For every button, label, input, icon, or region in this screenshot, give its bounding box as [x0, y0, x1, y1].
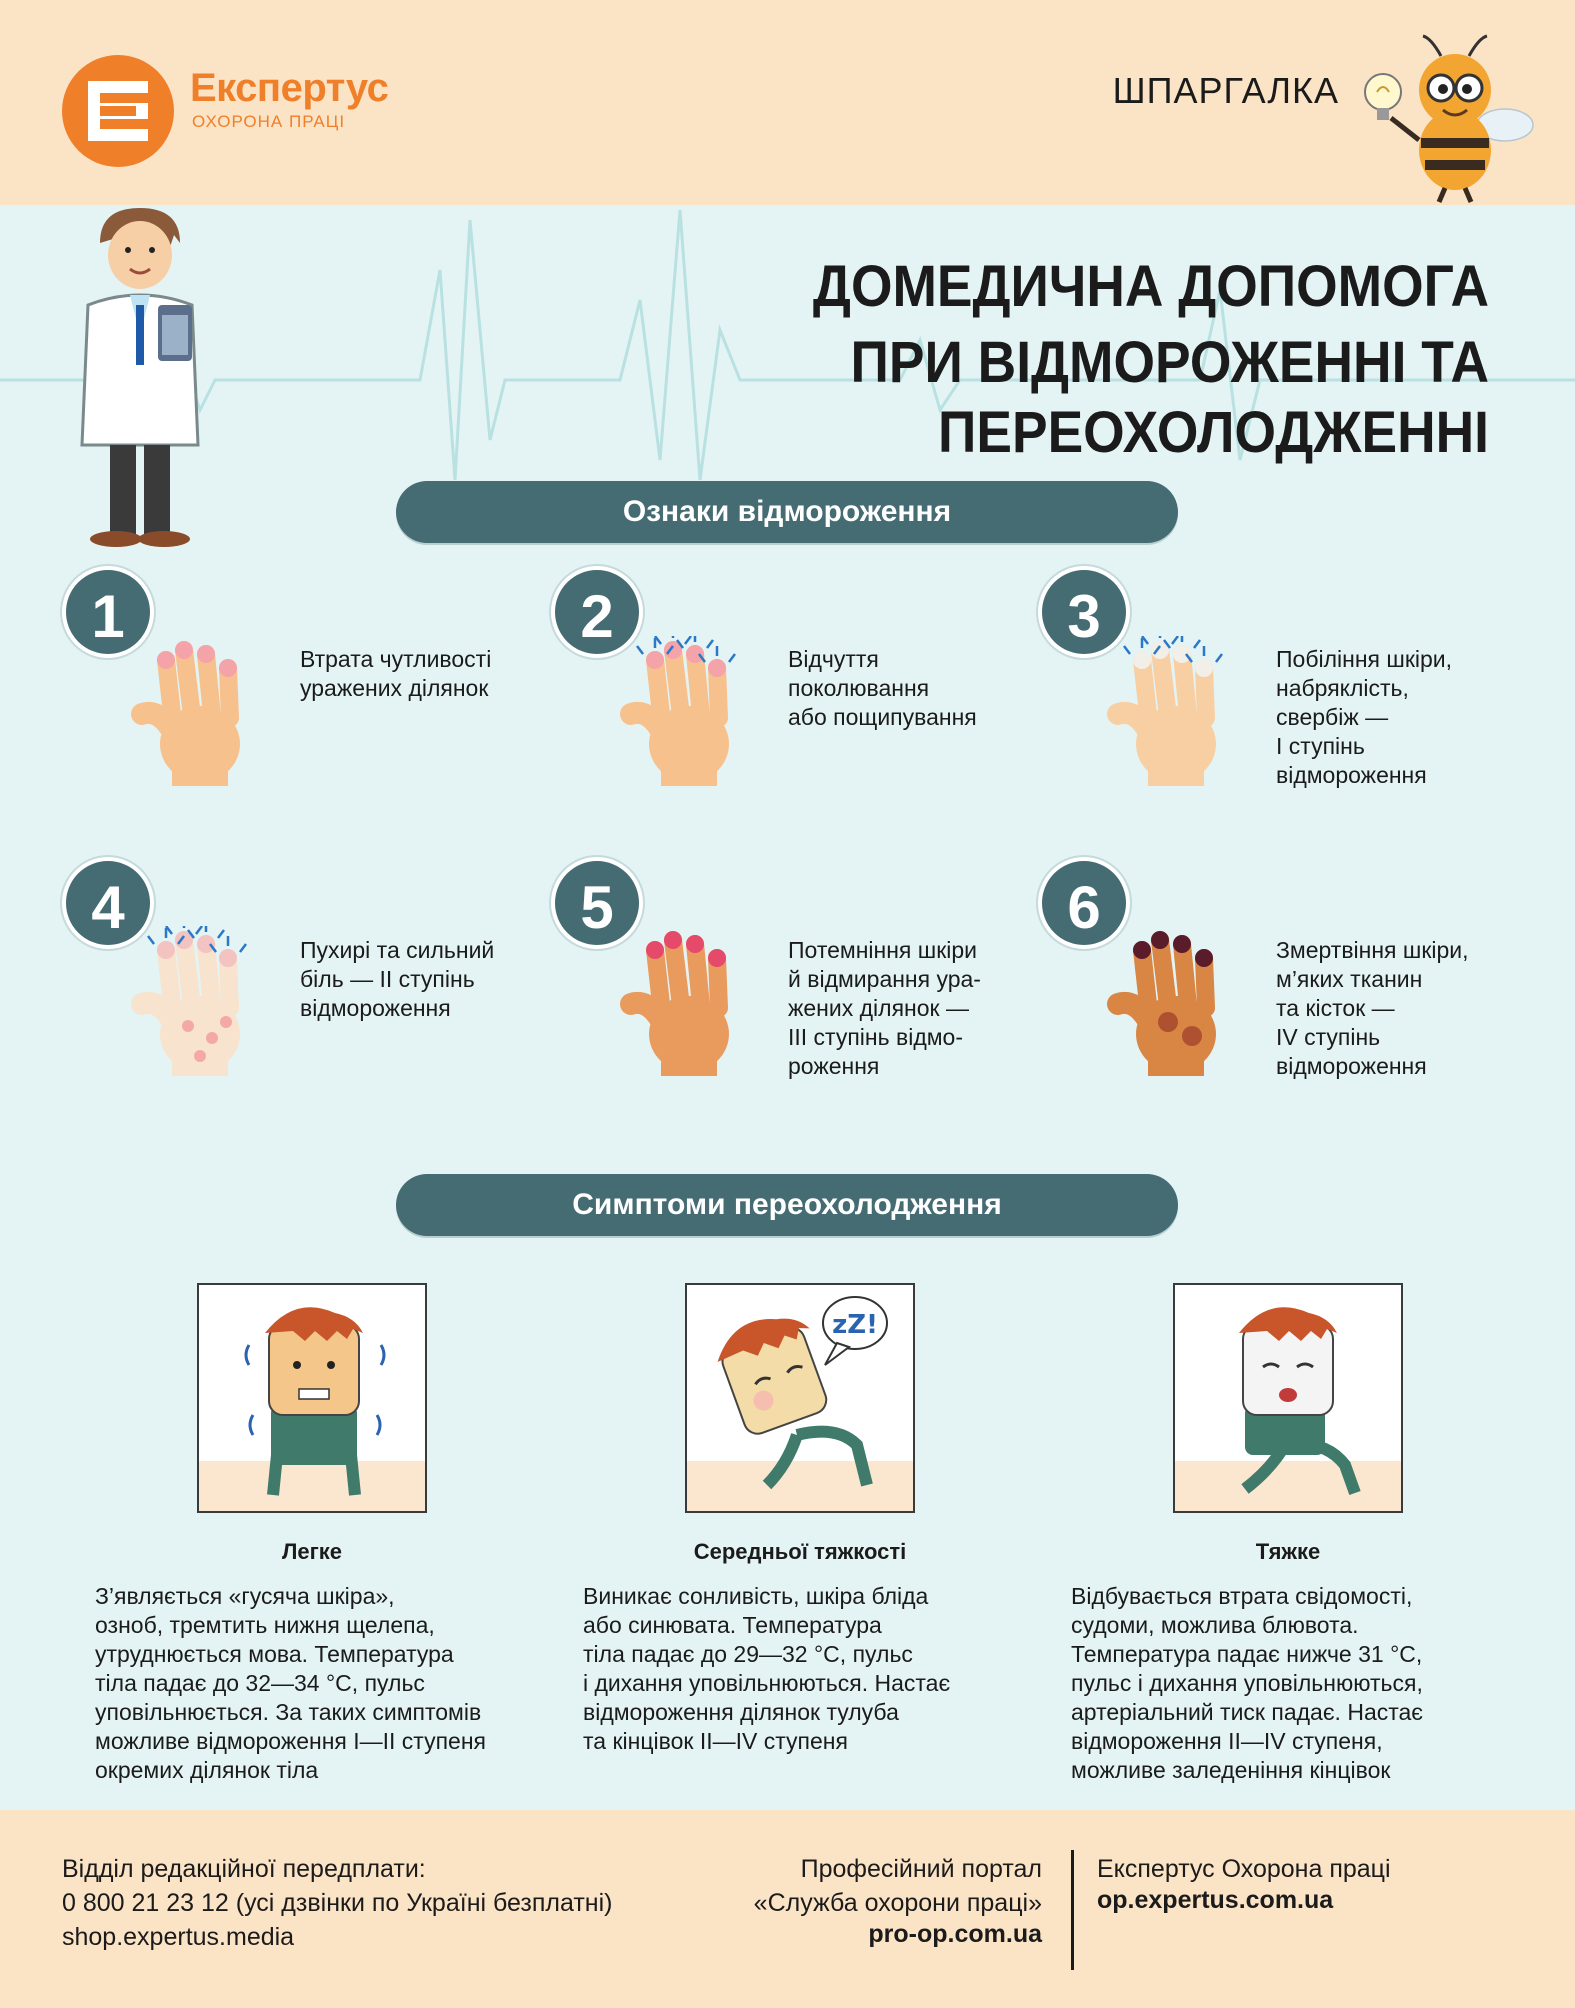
brand-name[interactable]: Експертус [190, 66, 389, 110]
bee-mascot-icon [1355, 30, 1535, 205]
sign-description: Пухирі та сильний біль — ІІ ступінь відмороження [300, 937, 495, 1021]
subscription-contacts: Відділ редакційної передплати: 0 800 21 23 12 (усі дзвінки по Україні безплатні) shop.expertus.media [62, 1855, 613, 1951]
sign-number-badge: 2 [551, 566, 643, 658]
pale-hand-icon [1098, 636, 1243, 786]
mild-hypothermia-illustration [197, 1283, 427, 1513]
hypothermia-level-description: Виникає сонливість, шкіра бліда або синювата. Температура тіла падає до 29—32 °C, пульс і дихання уповільнюються. Настає відмороження ділянок тулуба та кінцівок ІІ—IV ступеня [583, 1583, 951, 1754]
doctor-illustration [72, 205, 212, 550]
portal-name: Професійний портал «Служба охорони праці» [753, 1855, 1042, 1917]
sign-description: Побіління шкіри, набряклість, свербіж — І ступінь відмороження [1276, 646, 1453, 788]
sign-number-badge: 5 [551, 857, 643, 949]
sign-number-badge: 3 [1038, 566, 1130, 658]
sign-description: Відчуття поколювання або пощипування [788, 646, 977, 730]
sign-description: Втрата чутливості уражених ділянок [300, 646, 492, 701]
sign-description: Змертвіння шкіри, м’яких тканин та кісток — IV ступінь відмороження [1276, 937, 1469, 1079]
sign-number-badge: 6 [1038, 857, 1130, 949]
page-title-line2: ПРИ ВІДМОРОЖЕННІ ТА ПЕРЕОХОЛОДЖЕННІ [850, 330, 1489, 465]
blistered-hand-icon [122, 926, 267, 1076]
tingling-hand-icon [611, 636, 756, 786]
hypothermia-level-title: Середньої тяжкості [693, 1539, 907, 1564]
sign-number-badge: 1 [62, 566, 154, 658]
magazine-link[interactable]: op.expertus.com.ua [1097, 1886, 1334, 1914]
frostbite-hand-icon [122, 636, 267, 786]
darkened-hand-icon [611, 926, 756, 1076]
hypothermia-level-title: Легке [281, 1539, 343, 1564]
page-title-line1: ДОМЕДИЧНА ДОПОМОГА [812, 254, 1489, 319]
hypothermia-level-title: Тяжке [1255, 1539, 1321, 1564]
sign-description: Потемніння шкіри й відмирання ура- жених ділянок — ІІІ ступінь відмо- роження [788, 937, 981, 1079]
severe-hypothermia-illustration [1173, 1283, 1403, 1513]
hypothermia-section-heading: Симптоми переохолодження [396, 1174, 1178, 1236]
footer-divider [1071, 1850, 1074, 1970]
moderate-hypothermia-illustration [685, 1283, 915, 1513]
frostbite-section-heading: Ознаки відмороження [396, 481, 1178, 543]
sleep-bubble-text: zZ! [832, 1310, 878, 1340]
doc-type-label: ШПАРГАЛКА [1112, 70, 1339, 111]
hypothermia-level-description: Відбувається втрата свідомості, судоми, можлива блювота. Температура падає нижче 31 °C, пульс і дихання уповільнюються, артеріальний тиск падає. Настає відмороження ІІ—IV ступеня, можливе заледеніння кінцівок [1071, 1583, 1424, 1783]
footer [0, 1810, 1575, 2008]
magazine-name: Експертус Охорона праці [1097, 1855, 1391, 1883]
necrotic-hand-icon [1098, 926, 1243, 1076]
expertus-logo-icon[interactable] [62, 55, 174, 167]
portal-link[interactable]: pro-op.com.ua [868, 1920, 1042, 1948]
brand-subtitle: ОХОРОНА ПРАЦІ [192, 112, 346, 131]
sign-number-badge: 4 [62, 857, 154, 949]
hypothermia-level-description: З’являється «гусяча шкіра», озноб, тремтить нижня щелепа, утруднюється мова. Температура тіла падає до 32—34 °C, пульс уповільнюється. За таких симптомів можливе відмороження І—ІІ ступеня окремих ділянок тіла [95, 1583, 486, 1783]
header [0, 0, 1575, 205]
